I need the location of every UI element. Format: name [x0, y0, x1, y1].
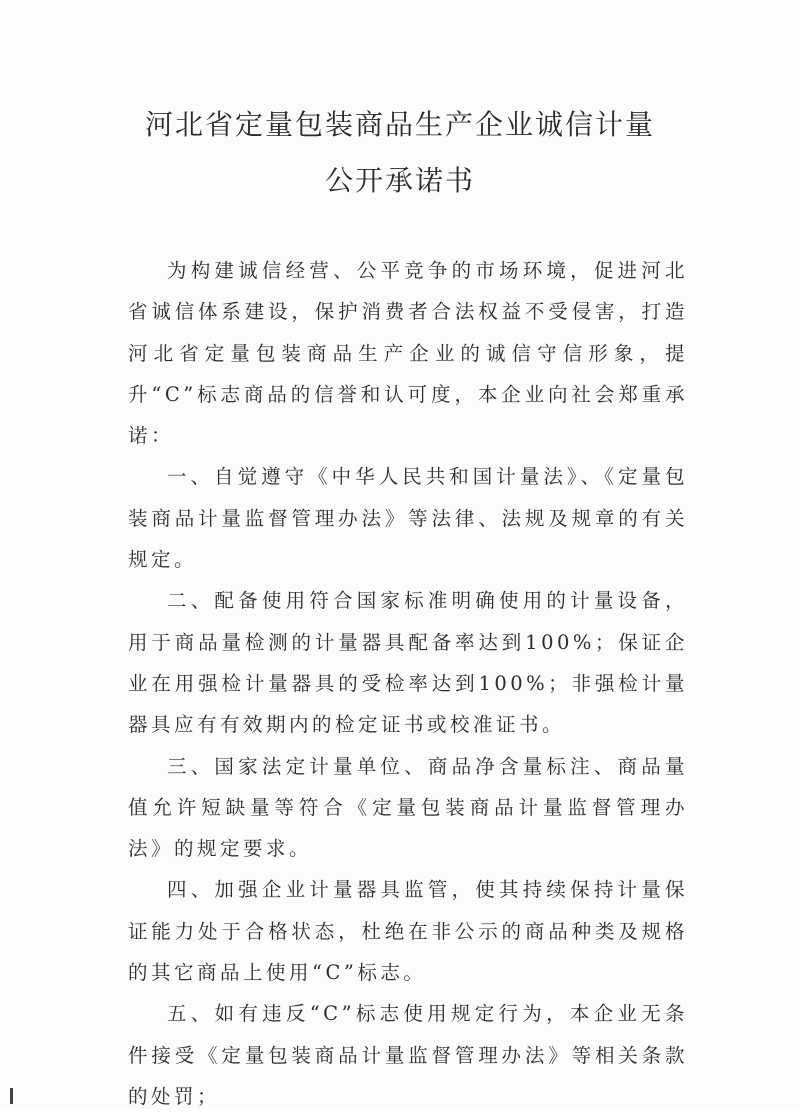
document-subtitle: 公开承诺书: [324, 164, 475, 197]
clause-1-paragraph: 一、自觉遵守《中华人民共和国计量法》、《定量包装商品计量监督管理办法》等法律、法规及规章的有关规定。: [128, 465, 688, 572]
scan-edge-mark: [10, 1088, 13, 1104]
document-title: 河北省定量包装商品生产企业诚信计量: [144, 108, 655, 141]
intro-paragraph: 为构建诚信经营、公平竞争的市场环境，促进河北省诚信体系建设，保护消费者合法权益不受侵害，打造河北省定量包装商品生产企业的诚信守信形象，提升“C”标志商品的信誉和认可度，本企业向社会郑重承诺：: [128, 259, 688, 448]
clause-3-paragraph: 三、国家法定计量单位、商品净含量标注、商品量值允许短缺量等符合《定量包装商品计量监督管理办法》的规定要求。: [128, 754, 688, 861]
clause-2-paragraph: 二、配备使用符合国家标准明确使用的计量设备，用于商品量检测的计量器具配备率达到100%；保证企业在用强检计量器具的受检率达到100%；非强检计量器具应有有效期内的检定证书或校准证书。: [128, 589, 688, 737]
document-body: [128, 250, 688, 1117]
clause-4-paragraph: 四、加强企业计量器具监管，使其持续保持计量保证能力处于合格状态，杜绝在非公示的商品种类及规格的其它商品上使用“C”标志。: [128, 878, 688, 985]
clause-5-paragraph: 五、如有违反“C”标志使用规定行为，本企业无条件接受《定量包装商品计量监督管理办法》等相关条款的处罚；: [128, 1002, 688, 1108]
